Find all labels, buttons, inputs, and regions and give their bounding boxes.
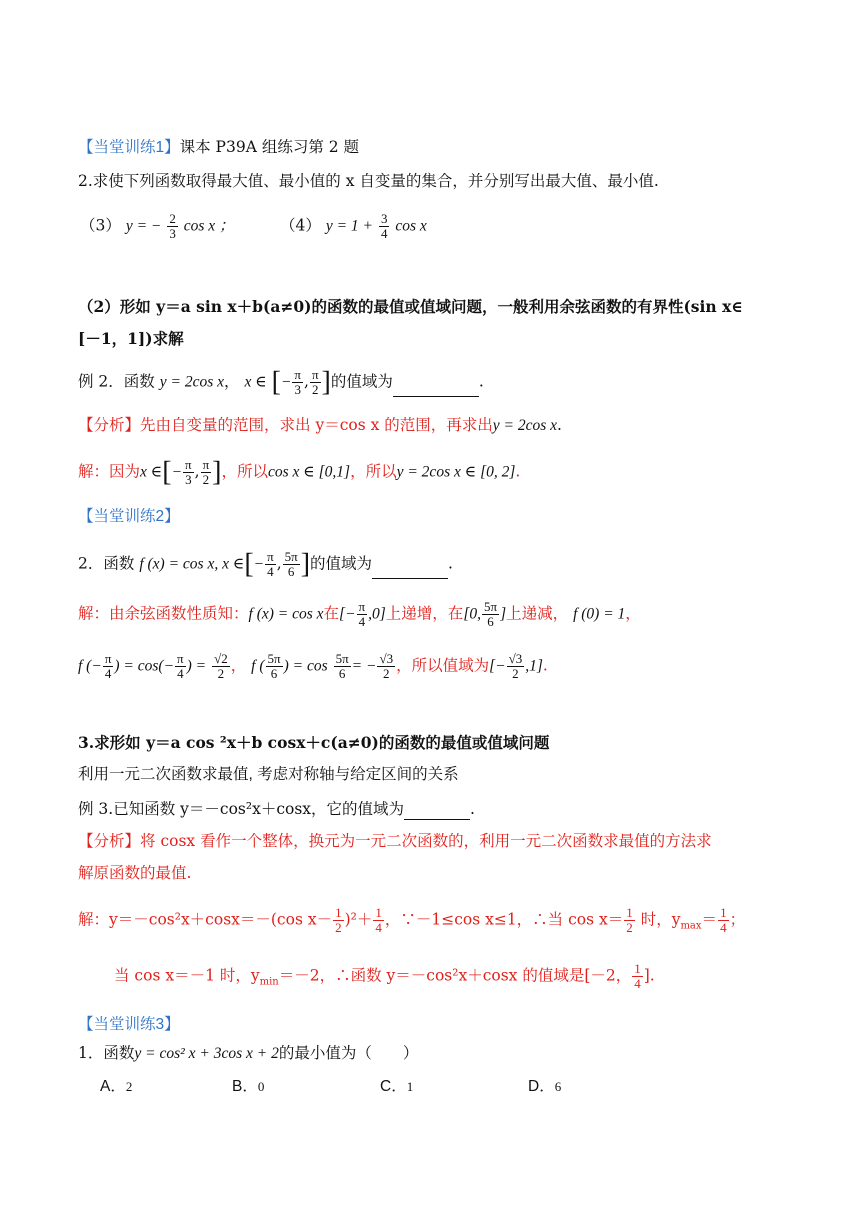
answer-blank[interactable] [372,578,448,579]
example2-analysis: 【分析】先由自变量的范围，求出 y＝cos x 的范围，再求出y = 2cos x. [78,416,562,434]
item4-fraction: $\frac{3}{4}$ [380,211,388,241]
example3-solution-line1: 解：y＝－cos²x＋cosx＝－(cos x－ $\frac{1}{2}$ )²＋ $\frac{1}{4}$ ，∵－1≤cos x≤1，∴当 cos x＝ $\frac{1}{2}$ 时，$y_{max}=$ $\frac{1}{4}$ ； [78,905,746,935]
train1-source: 课本 P39A 组练习第 2 题 [179,138,360,156]
item3-index: （3） [80,216,121,235]
option-b[interactable]: B．0 [232,1078,265,1095]
example3-solution-line2: 当 cos x＝－1 时，$y_{min}=-2$，∴函数 y＝－cos²x＋cosx 的值域是[－2， $\frac{1}{4}$ ]. [114,961,655,991]
item4-index: （4） [280,216,321,235]
item3-cos: cos x ； [183,217,235,235]
train1-question: 2.求使下列函数取得最大值、最小值的 x 自变量的集合，并分别写出最大值、最小值. [78,172,659,190]
train2-solution-line2: f (− $\frac{\pi}{4}$ ) = cos(− $\frac{\pi}{4}$ ) = $\frac{√2}{2}$ ， f ( $\frac{5\pi}{6}$ ) = cos $\frac{5\pi}{6}$ = − $\frac{√3}{2}$ ，所以值域为[− $\frac{√3}{2}$ ,1]. [78,651,548,681]
item3-fraction: $\frac{2}{3}$ [169,211,176,241]
train3-tag: 【当堂训练3】 [78,1016,180,1033]
item4-cos: cos x [395,217,427,235]
train2-question: 2．函数 f (x) = cos x, x ∈[− $\frac{\pi}{4}$ , $\frac{5\pi}{6}$ ]的值域为 . [78,548,453,580]
example2: 例 2．函数 y = 2cos x， x ∈ [− $\frac{\pi}{3}$ , $\frac{\pi}{2}$ ]的值域为 . [78,366,484,398]
item3-expr: y = − [125,217,162,235]
option-c[interactable]: C．1 [380,1078,414,1095]
train2-tag: 【当堂训练2】 [78,508,180,525]
example2-func: y = 2cos x [159,373,224,391]
train1-tag: 【当堂训练1】 [78,139,180,156]
train1-item3 [80,212,235,241]
analysis-tag: 【分析】 [78,832,141,850]
section3-subheading: 利用一元二次函数求最值, 考虑对称轴与给定区间的关系 [78,766,459,783]
option-a[interactable]: A．2 [100,1078,133,1095]
train3-question: 1．函数y = cos² x + 3cos x + 2的最小值为（ ） [78,1044,419,1062]
answer-blank[interactable] [393,396,479,397]
train1-item4 [280,212,427,241]
example2-domain: x ∈ [244,373,267,391]
train1-header [78,136,359,159]
example3-analysis-line1: 【分析】将 cosx 看作一个整体，换元为一元二次函数的，利用一元二次函数求最值的方法求 [78,832,712,850]
analysis-tag: 【分析】 [78,416,141,434]
example3-analysis-line2: 解原函数的最值. [78,864,192,882]
section3-heading: 3.求形如 y＝a cos ²x＋b cosx＋c(a≠0)的函数的最值或值域问题 [78,733,550,752]
example2-solution: 解：因为x ∈[− $\frac{\pi}{3}$ , $\frac{\pi}{2}$ ]，所以cos x ∈ [0,1]，所以y = 2cos x ∈ [0, 2]. [78,456,521,488]
example2-range-text: 的值域为 [330,372,393,391]
train2-solution-line1: 解：由余弦函数性质知：f (x) = cos x在[− $\frac{\pi}{4}$ ,0]上递增，在[0, $\frac{5\pi}{6}$ ]上递减， f (0) = 1， [78,599,641,629]
example2-label: 例 2．函数 [78,372,155,391]
option-d[interactable]: D．6 [528,1078,562,1095]
example3: 例 3.已知函数 y＝－cos²x＋cosx，它的值域为 . [78,800,475,818]
section2-heading-line1: （2）形如 y＝a sin x＋b(a≠0)的函数的最值或值域问题，一般利用余弦函数的有界性(sin x∈ [78,297,743,316]
answer-blank[interactable] [404,819,470,820]
section2-heading-line2: [－1，1])求解 [78,329,184,348]
item4-expr: y = 1 + [325,217,373,235]
